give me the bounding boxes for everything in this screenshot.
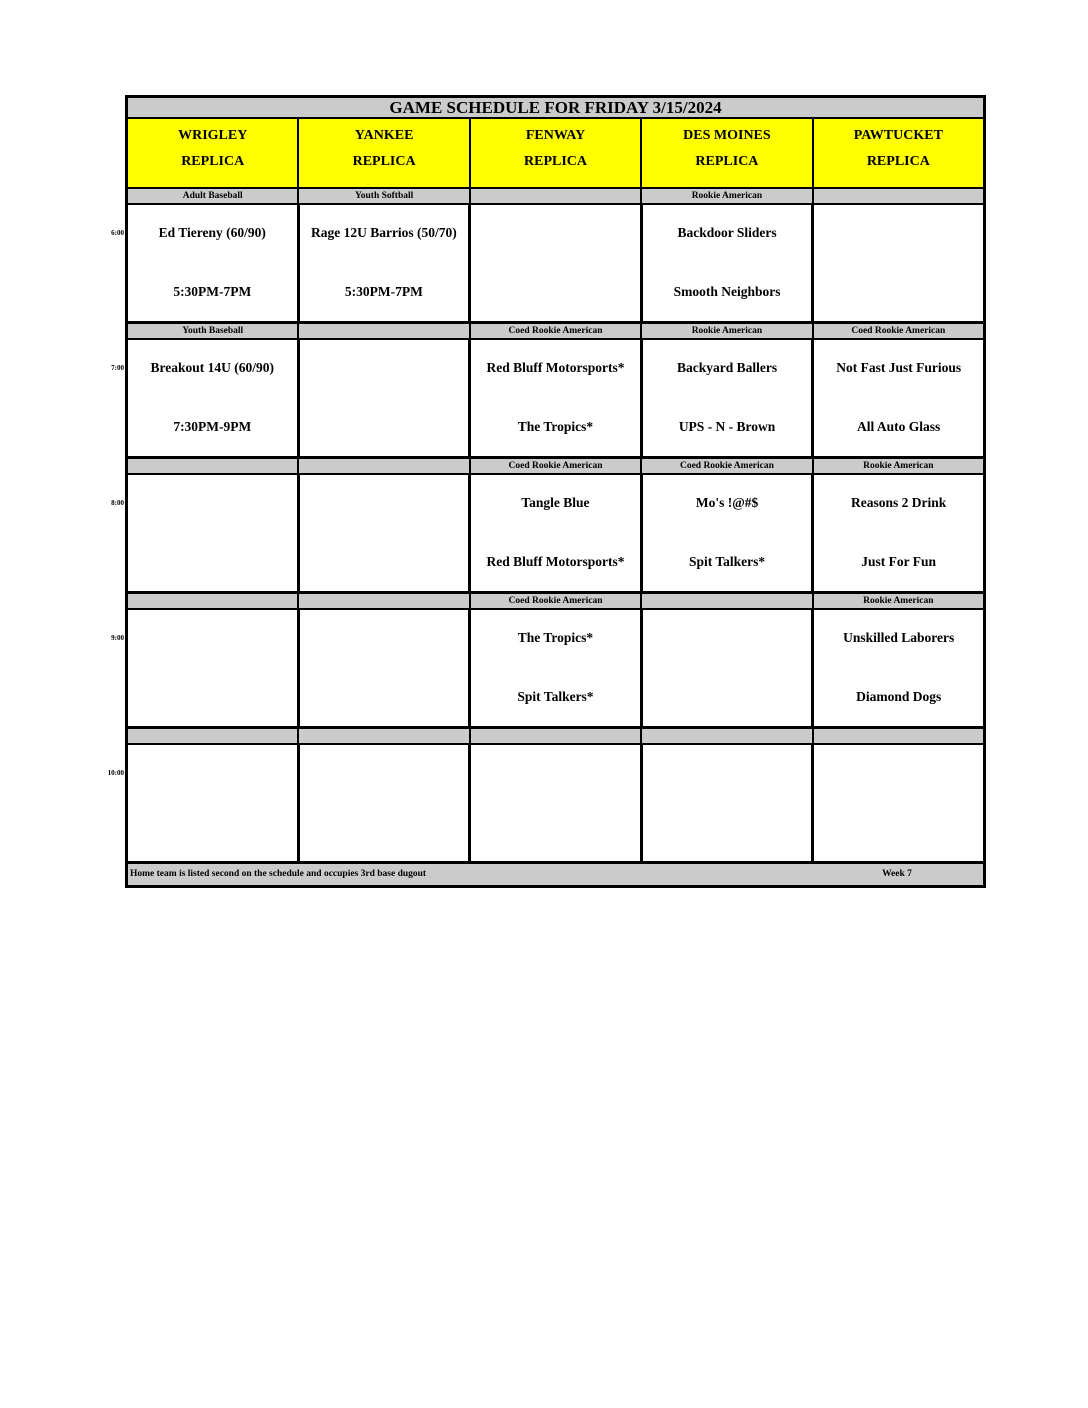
- division-label: Adult Baseball: [128, 189, 299, 203]
- field-header-pawtucket: [814, 119, 983, 187]
- home-team-note: Home team is listed second on the schedule and occupies 3rd base dugout: [130, 869, 427, 879]
- division-label: Rookie American: [642, 189, 813, 203]
- team-home: UPS - N - Brown: [678, 419, 776, 434]
- schedule-sheet: [107, 95, 986, 888]
- field-header-wrigley: [128, 119, 299, 187]
- game-cell: [471, 340, 643, 456]
- division-label: Rookie American: [863, 461, 934, 471]
- team-away: Mo's !@#$: [695, 495, 759, 510]
- field-name: PAWTUCKET: [853, 128, 943, 143]
- field-header-row: [125, 119, 986, 189]
- game-cell: [814, 475, 983, 591]
- game-cell: [643, 475, 815, 591]
- game-cell: [300, 340, 472, 456]
- division-label: Coed Rookie American: [851, 326, 946, 336]
- field-name: YANKEE: [354, 128, 414, 143]
- division-row: [125, 594, 986, 610]
- team-away: Red Bluff Motorsports*: [486, 360, 625, 375]
- division-label: [128, 594, 299, 608]
- time-slot-row: [111, 340, 986, 459]
- division-label: [128, 729, 299, 743]
- division-label: [128, 459, 299, 473]
- time-label: 8:00: [111, 499, 124, 507]
- schedule-title: GAME SCHEDULE FOR FRIDAY 3/15/2024: [125, 95, 986, 119]
- division-row: [125, 459, 986, 475]
- game-cell: [471, 475, 643, 591]
- team-home: Smooth Neighbors: [673, 284, 781, 299]
- field-sub: REPLICA: [866, 154, 930, 169]
- team-home: 7:30PM-9PM: [173, 419, 252, 434]
- time-slot-row: [107, 745, 986, 864]
- team-home: The Tropics*: [517, 419, 594, 434]
- time-slot-row: [111, 475, 986, 594]
- game-cell: [471, 745, 643, 861]
- team-away: Breakout 14U (60/90): [150, 360, 275, 375]
- team-home: Spit Talkers*: [517, 689, 594, 704]
- game-cell: [128, 610, 300, 726]
- game-cell: [643, 610, 815, 726]
- division-label: Youth Softball: [299, 189, 470, 203]
- field-header-fenway: [471, 119, 642, 187]
- team-home: All Auto Glass: [857, 419, 941, 434]
- division-label: Coed Rookie American: [471, 459, 642, 473]
- division-row: [125, 729, 986, 745]
- team-away: Not Fast Just Furious: [836, 360, 962, 375]
- team-away: Tangle Blue: [521, 495, 590, 510]
- game-cell: [128, 475, 300, 591]
- team-home: Red Bluff Motorsports*: [486, 554, 625, 569]
- game-cell: [643, 205, 815, 321]
- field-sub: REPLICA: [181, 154, 245, 169]
- schedule-footer: [125, 864, 986, 888]
- week-label: Week 7: [882, 869, 912, 879]
- division-label: Rookie American: [863, 596, 934, 606]
- division-label: Coed Rookie American: [471, 594, 642, 608]
- game-cell: [471, 205, 643, 321]
- time-label: 9:00: [111, 634, 124, 642]
- division-label: Coed Rookie American: [642, 459, 813, 473]
- game-cell: [643, 745, 815, 861]
- time-slot-row: [111, 610, 986, 729]
- game-cell: [300, 205, 472, 321]
- field-header-des-moines: [642, 119, 813, 187]
- team-away: Ed Tiereny (60/90): [158, 225, 266, 240]
- division-label: [471, 189, 642, 203]
- field-sub: REPLICA: [695, 154, 759, 169]
- field-sub: REPLICA: [524, 154, 588, 169]
- division-label: [814, 729, 983, 743]
- team-away: Backdoor Sliders: [677, 225, 777, 240]
- division-label: Youth Baseball: [128, 324, 299, 338]
- game-cell: [643, 340, 815, 456]
- division-row: [125, 189, 986, 205]
- team-away: Rage 12U Barrios (50/70): [310, 225, 457, 240]
- team-home: 5:30PM-7PM: [173, 284, 252, 299]
- game-cell: [300, 475, 472, 591]
- game-cell: [300, 745, 472, 861]
- time-label: 6:00: [111, 229, 124, 237]
- division-label: [642, 594, 813, 608]
- field-name: FENWAY: [525, 128, 586, 143]
- division-label: [642, 729, 813, 743]
- division-label: Coed Rookie American: [471, 324, 642, 338]
- time-slot-row: [111, 205, 986, 324]
- division-label: [299, 594, 470, 608]
- time-label: 10:00: [107, 769, 124, 777]
- game-cell: [128, 205, 300, 321]
- division-label: [471, 729, 642, 743]
- division-label: [299, 729, 470, 743]
- team-home: Diamond Dogs: [856, 689, 942, 704]
- game-cell: [128, 745, 300, 861]
- game-cell: [128, 340, 300, 456]
- team-away: Unskilled Laborers: [843, 630, 955, 645]
- division-label: [814, 189, 983, 203]
- division-label: Rookie American: [642, 324, 813, 338]
- division-row: [125, 324, 986, 340]
- game-cell: [300, 610, 472, 726]
- team-home: Spit Talkers*: [689, 554, 766, 569]
- game-cell: [814, 340, 983, 456]
- field-name: WRIGLEY: [178, 128, 248, 143]
- team-away: Backyard Ballers: [677, 360, 778, 375]
- field-sub: REPLICA: [352, 154, 416, 169]
- team-home: 5:30PM-7PM: [344, 284, 423, 299]
- field-name: DES MOINES: [683, 128, 771, 143]
- game-cell: [814, 205, 983, 321]
- team-home: Just For Fun: [861, 554, 937, 569]
- game-cell: [471, 610, 643, 726]
- game-cell: [814, 610, 983, 726]
- game-cell: [814, 745, 983, 861]
- division-label: [299, 459, 470, 473]
- team-away: The Tropics*: [517, 630, 594, 645]
- team-away: Reasons 2 Drink: [851, 495, 947, 510]
- division-label: [299, 324, 470, 338]
- field-header-yankee: [299, 119, 470, 187]
- time-label: 7:00: [111, 364, 124, 372]
